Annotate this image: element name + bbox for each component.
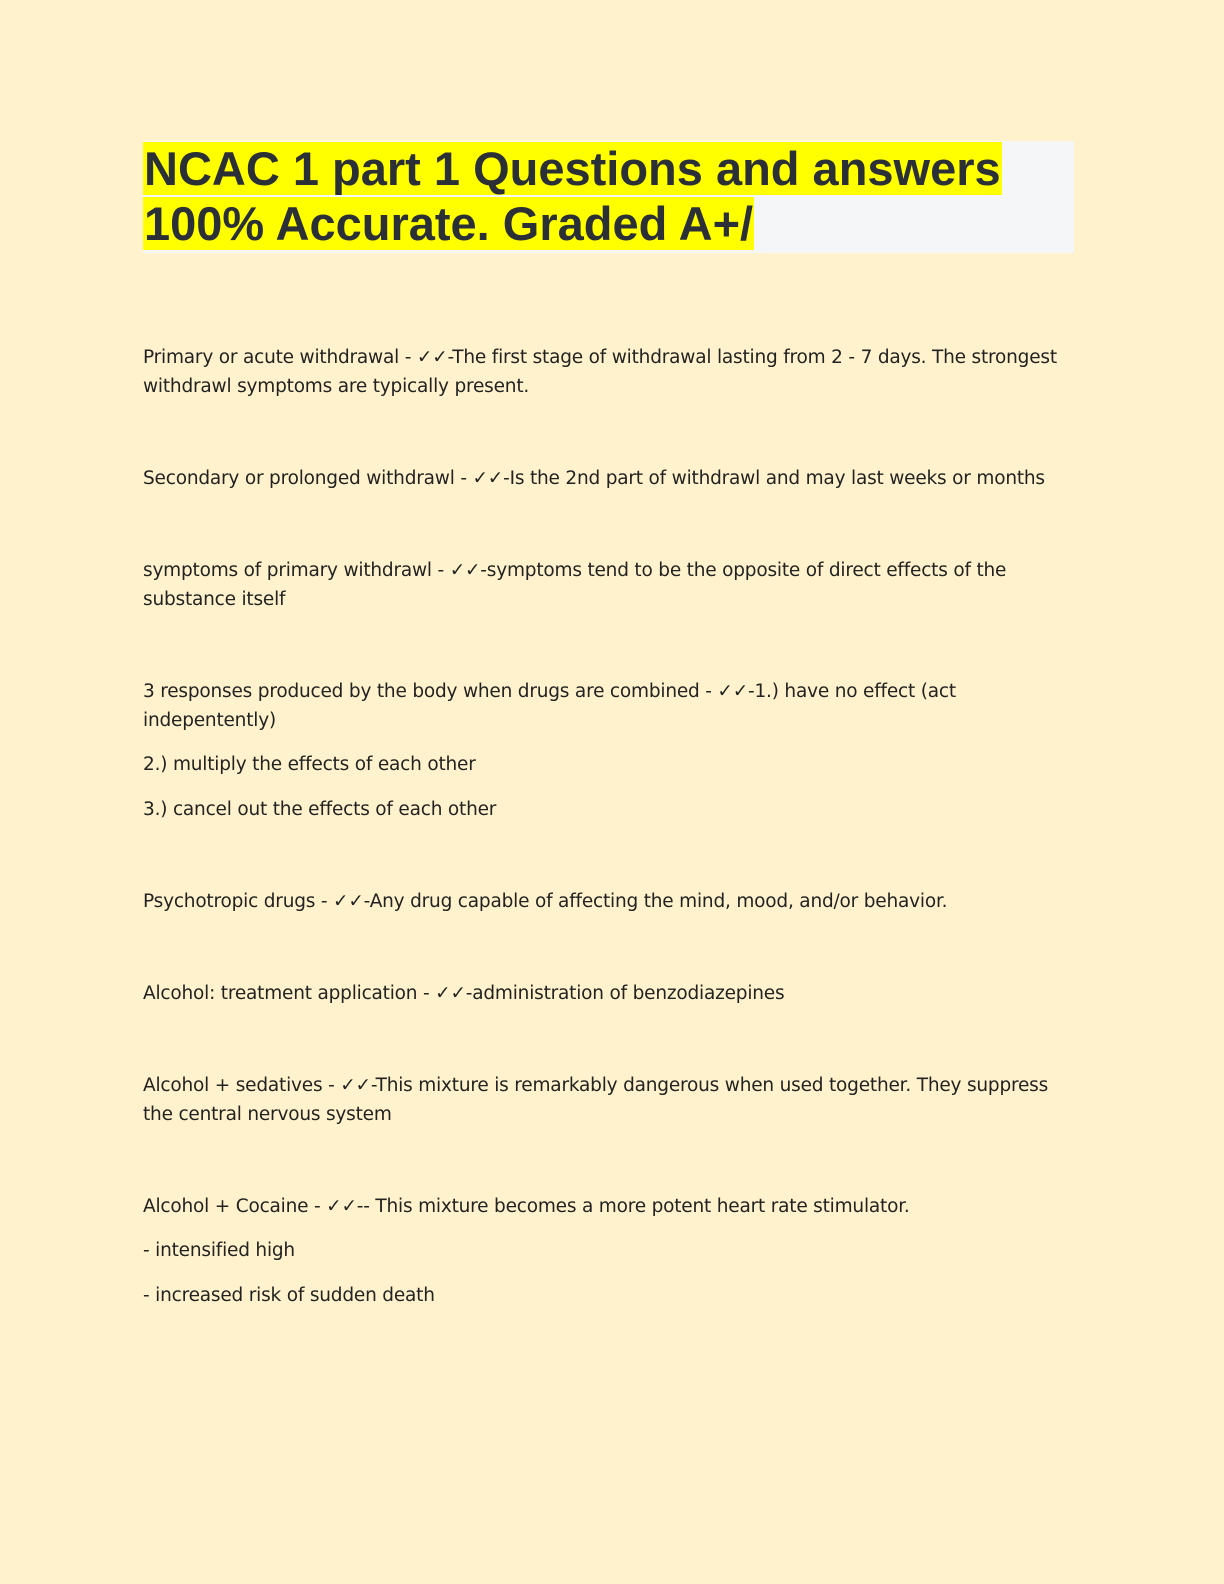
entry-three-responses: 3 responses produced by the body when drugs are combined - ✓✓-1.) have no effect (act indepentently)	[143, 681, 956, 731]
title-block	[143, 141, 1074, 253]
title-line-1: NCAC 1 part 1 Questions and answers	[144, 142, 1001, 195]
entry-alcohol-treatment: Alcohol: treatment application - ✓✓-administration of benzodiazepines	[143, 983, 785, 1004]
entry-alcohol-sedatives: Alcohol + sedatives - ✓✓-This mixture is remarkably dangerous when used together. They suppress the central nervous system	[143, 1075, 1049, 1125]
entry-secondary-withdrawal: Secondary or prolonged withdrawl - ✓✓-Is the 2nd part of withdrawl and may last weeks or months	[143, 468, 1045, 489]
entry-three-responses-line-2: 2.) multiply the effects of each other	[143, 754, 476, 775]
entry-three-responses-line-3: 3.) cancel out the effects of each other	[143, 799, 497, 820]
entry-psychotropic-drugs: Psychotropic drugs - ✓✓-Any drug capable of affecting the mind, mood, and/or behavior.	[143, 891, 948, 912]
document-title	[143, 141, 1074, 251]
entry-alcohol-cocaine-line-3: - increased risk of sudden death	[143, 1285, 435, 1306]
entry-symptoms-primary-withdrawal: symptoms of primary withdrawl - ✓✓-symptoms tend to be the opposite of direct effects of the substance itself	[143, 560, 1007, 610]
entry-primary-withdrawal: Primary or acute withdrawal - ✓✓-The first stage of withdrawal lasting from 2 - 7 days. The strongest withdrawl symptoms are typically present.	[143, 347, 1057, 397]
entry-alcohol-cocaine-line-2: - intensified high	[143, 1240, 295, 1261]
title-line-2: 100% Accurate. Graded A+/	[144, 197, 754, 250]
entry-alcohol-cocaine: Alcohol + Cocaine - ✓✓-- This mixture becomes a more potent heart rate stimulator.	[143, 1196, 910, 1217]
